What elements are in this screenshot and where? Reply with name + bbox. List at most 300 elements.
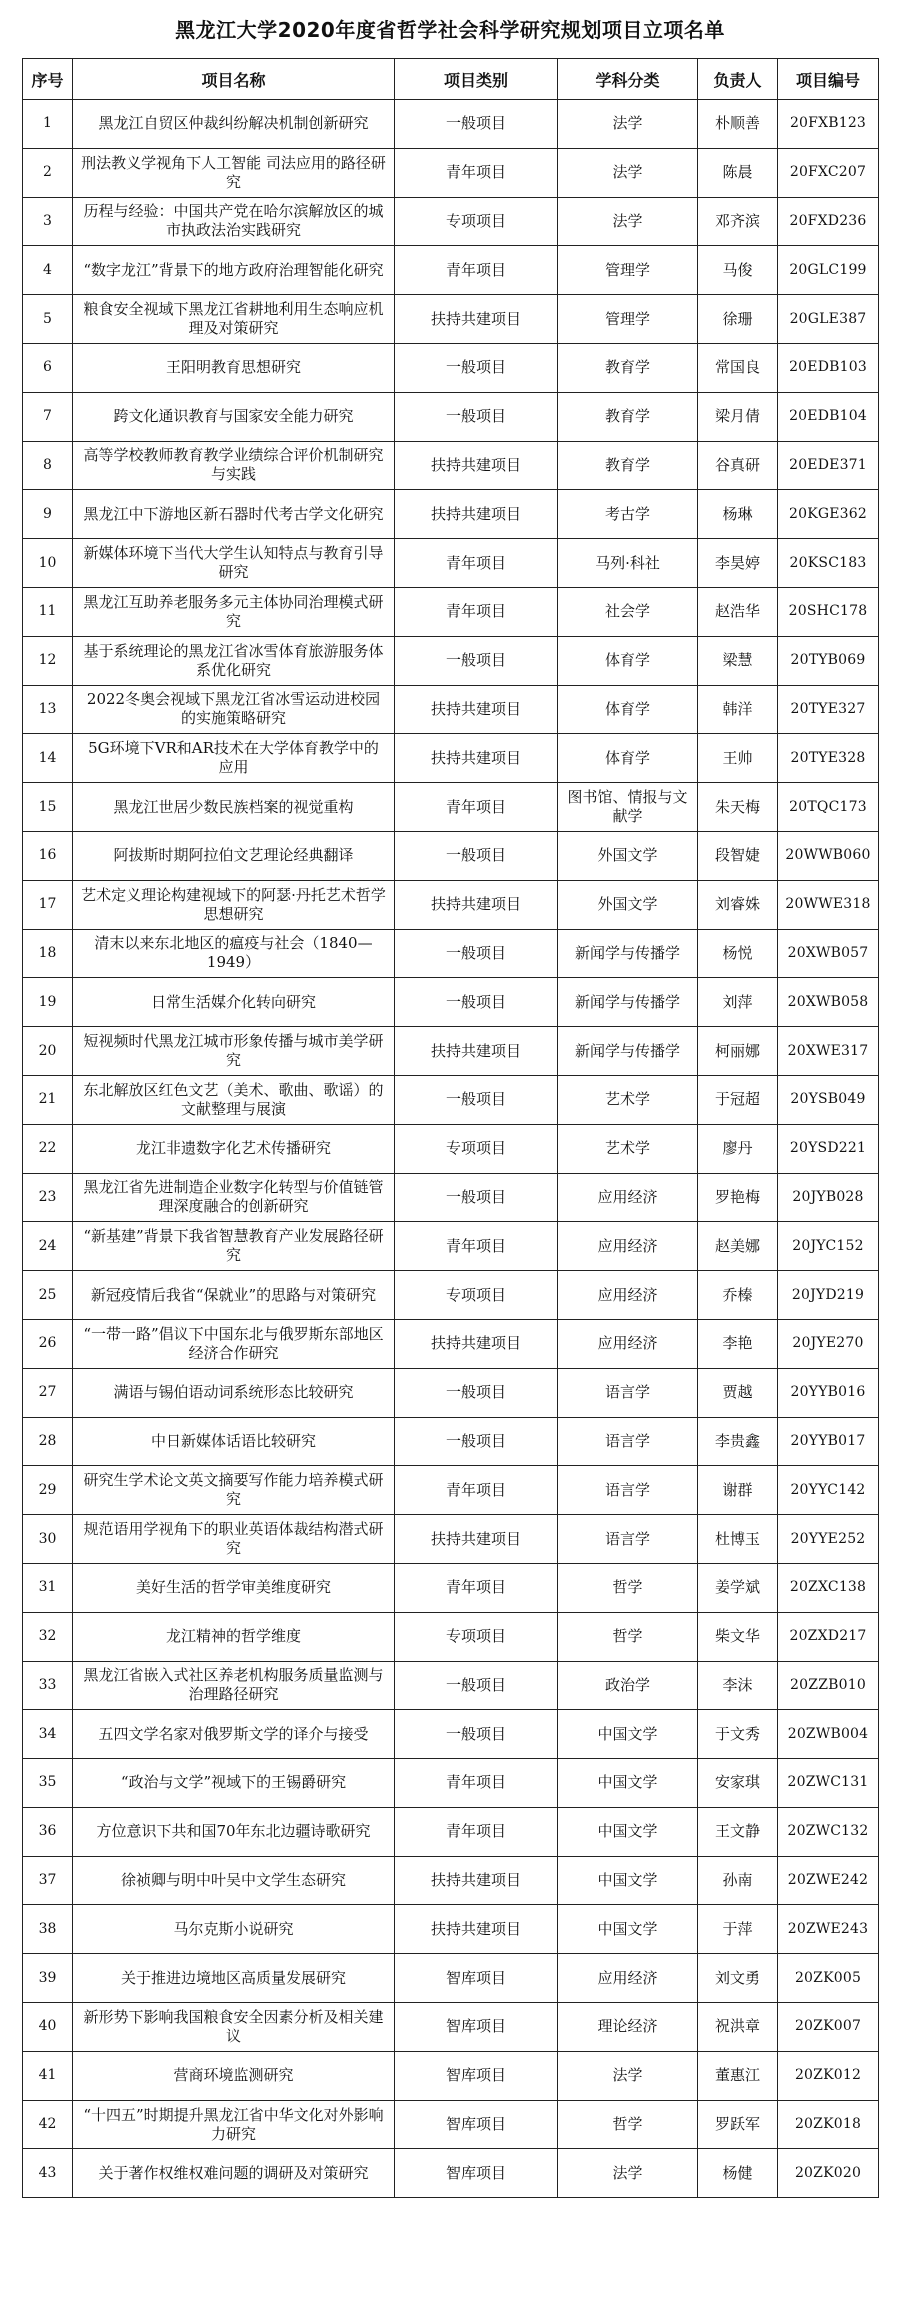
project-name: 历程与经验：中国共产党在哈尔滨解放区的城市执政法治实践研究	[73, 197, 395, 246]
table-row	[23, 1905, 879, 1954]
project-code: 20XWB058	[778, 978, 879, 1027]
table-row	[23, 100, 879, 149]
project-category: 扶持共建项目	[395, 1856, 558, 1905]
discipline: 体育学	[558, 636, 698, 685]
discipline: 教育学	[558, 392, 698, 441]
project-category: 扶持共建项目	[395, 295, 558, 344]
row-index: 6	[23, 343, 73, 392]
table-row	[23, 1563, 879, 1612]
discipline: 教育学	[558, 343, 698, 392]
project-category: 青年项目	[395, 539, 558, 588]
project-code: 20ZK012	[778, 2051, 879, 2100]
project-name: 阿拔斯时期阿拉伯文艺理论经典翻译	[73, 831, 395, 880]
project-name: 五四文学名家对俄罗斯文学的译介与接受	[73, 1710, 395, 1759]
table-row	[23, 1417, 879, 1466]
project-category: 一般项目	[395, 1368, 558, 1417]
project-category: 扶持共建项目	[395, 1905, 558, 1954]
project-name: 基于系统理论的黑龙江省冰雪体育旅游服务体系优化研究	[73, 636, 395, 685]
row-index: 5	[23, 295, 73, 344]
row-index: 16	[23, 831, 73, 880]
row-index: 29	[23, 1466, 73, 1515]
project-category: 智库项目	[395, 2051, 558, 2100]
project-name: 王阳明教育思想研究	[73, 343, 395, 392]
discipline: 外国文学	[558, 880, 698, 929]
project-category: 专项项目	[395, 1271, 558, 1320]
project-code: 20XWB057	[778, 929, 879, 978]
leader: 姜学斌	[698, 1563, 778, 1612]
table-row	[23, 148, 879, 197]
discipline: 马列·科社	[558, 539, 698, 588]
leader: 李贵鑫	[698, 1417, 778, 1466]
project-name: “十四五”时期提升黑龙江省中华文化对外影响力研究	[73, 2100, 395, 2149]
row-index: 18	[23, 929, 73, 978]
table-row	[23, 685, 879, 734]
discipline: 管理学	[558, 295, 698, 344]
table-row	[23, 2100, 879, 2149]
table-row	[23, 1612, 879, 1661]
row-index: 19	[23, 978, 73, 1027]
table-row	[23, 636, 879, 685]
project-code: 20KSC183	[778, 539, 879, 588]
table-row	[23, 343, 879, 392]
table-body	[23, 100, 879, 2198]
table-row	[23, 783, 879, 832]
project-code: 20TYB069	[778, 636, 879, 685]
project-category: 一般项目	[395, 978, 558, 1027]
table-row	[23, 2003, 879, 2052]
table-row	[23, 295, 879, 344]
project-category: 专项项目	[395, 197, 558, 246]
leader: 于萍	[698, 1905, 778, 1954]
row-index: 12	[23, 636, 73, 685]
project-code: 20WWB060	[778, 831, 879, 880]
project-category: 专项项目	[395, 1612, 558, 1661]
row-index: 33	[23, 1661, 73, 1710]
table-row	[23, 978, 879, 1027]
table-row	[23, 197, 879, 246]
discipline: 新闻学与传播学	[558, 1027, 698, 1076]
project-code: 20FXD236	[778, 197, 879, 246]
discipline: 中国文学	[558, 1807, 698, 1856]
project-category: 青年项目	[395, 1563, 558, 1612]
leader: 陈晨	[698, 148, 778, 197]
project-code: 20EDE371	[778, 441, 879, 490]
table-row	[23, 1661, 879, 1710]
row-index: 26	[23, 1319, 73, 1368]
project-category: 青年项目	[395, 587, 558, 636]
row-index: 27	[23, 1368, 73, 1417]
row-index: 9	[23, 490, 73, 539]
table-row	[23, 1466, 879, 1515]
discipline: 法学	[558, 197, 698, 246]
row-index: 2	[23, 148, 73, 197]
leader: 刘睿姝	[698, 880, 778, 929]
project-code: 20ZK020	[778, 2149, 879, 2198]
project-category: 一般项目	[395, 636, 558, 685]
row-index: 20	[23, 1027, 73, 1076]
project-category: 智库项目	[395, 2003, 558, 2052]
table-row	[23, 1027, 879, 1076]
row-index: 40	[23, 2003, 73, 2052]
header-project-code: 项目编号	[778, 59, 879, 100]
discipline: 应用经济	[558, 1319, 698, 1368]
discipline: 体育学	[558, 734, 698, 783]
discipline: 社会学	[558, 587, 698, 636]
row-index: 24	[23, 1222, 73, 1271]
discipline: 法学	[558, 2149, 698, 2198]
table-row	[23, 441, 879, 490]
leader: 安家琪	[698, 1759, 778, 1808]
project-name: “新基建”背景下我省智慧教育产业发展路径研究	[73, 1222, 395, 1271]
project-category: 青年项目	[395, 1759, 558, 1808]
row-index: 37	[23, 1856, 73, 1905]
leader: 王文静	[698, 1807, 778, 1856]
project-code: 20JYE270	[778, 1319, 879, 1368]
project-name: 龙江精神的哲学维度	[73, 1612, 395, 1661]
project-name: 黑龙江自贸区仲裁纠纷解决机制创新研究	[73, 100, 395, 149]
discipline: 语言学	[558, 1417, 698, 1466]
row-index: 32	[23, 1612, 73, 1661]
leader: 马俊	[698, 246, 778, 295]
project-code: 20TYE327	[778, 685, 879, 734]
discipline: 法学	[558, 100, 698, 149]
table-row	[23, 392, 879, 441]
discipline: 语言学	[558, 1515, 698, 1564]
header-project-category: 项目类别	[395, 59, 558, 100]
discipline: 哲学	[558, 1563, 698, 1612]
leader: 贾越	[698, 1368, 778, 1417]
leader: 李艳	[698, 1319, 778, 1368]
project-category: 扶持共建项目	[395, 1319, 558, 1368]
discipline: 体育学	[558, 685, 698, 734]
project-name: 日常生活媒介化转向研究	[73, 978, 395, 1027]
leader: 常国良	[698, 343, 778, 392]
leader: 于冠超	[698, 1075, 778, 1124]
project-name: “政治与文学”视域下的王锡爵研究	[73, 1759, 395, 1808]
project-code: 20ZXD217	[778, 1612, 879, 1661]
project-name: 黑龙江中下游地区新石器时代考古学文化研究	[73, 490, 395, 539]
table-row	[23, 1954, 879, 2003]
project-name: 研究生学术论文英文摘要写作能力培养模式研究	[73, 1466, 395, 1515]
table-row	[23, 1222, 879, 1271]
row-index: 30	[23, 1515, 73, 1564]
table-row	[23, 1319, 879, 1368]
leader: 杨琳	[698, 490, 778, 539]
project-category: 专项项目	[395, 1124, 558, 1173]
header-project-name: 项目名称	[73, 59, 395, 100]
project-name: 方位意识下共和国70年东北边疆诗歌研究	[73, 1807, 395, 1856]
row-index: 10	[23, 539, 73, 588]
project-name: 黑龙江省嵌入式社区养老机构服务质量监测与治理路径研究	[73, 1661, 395, 1710]
project-name: “一带一路”倡议下中国东北与俄罗斯东部地区经济合作研究	[73, 1319, 395, 1368]
leader: 杨健	[698, 2149, 778, 2198]
project-code: 20XWE317	[778, 1027, 879, 1076]
project-name: 满语与锡伯语动词系统形态比较研究	[73, 1368, 395, 1417]
row-index: 38	[23, 1905, 73, 1954]
project-name: 粮食安全视域下黑龙江省耕地利用生态响应机理及对策研究	[73, 295, 395, 344]
project-code: 20TQC173	[778, 783, 879, 832]
table-row	[23, 2149, 879, 2198]
leader: 杨悦	[698, 929, 778, 978]
project-category: 扶持共建项目	[395, 490, 558, 539]
project-category: 一般项目	[395, 1173, 558, 1222]
project-category: 一般项目	[395, 1710, 558, 1759]
leader: 杜博玉	[698, 1515, 778, 1564]
leader: 朱天梅	[698, 783, 778, 832]
table-row	[23, 880, 879, 929]
project-category: 一般项目	[395, 343, 558, 392]
leader: 王帅	[698, 734, 778, 783]
discipline: 管理学	[558, 246, 698, 295]
project-code: 20ZK005	[778, 1954, 879, 2003]
table-row	[23, 734, 879, 783]
project-name: 关于推进边境地区高质量发展研究	[73, 1954, 395, 2003]
project-name: 营商环境监测研究	[73, 2051, 395, 2100]
row-index: 13	[23, 685, 73, 734]
table-row	[23, 1759, 879, 1808]
project-code: 20YYC142	[778, 1466, 879, 1515]
project-code: 20YYB017	[778, 1417, 879, 1466]
row-index: 42	[23, 2100, 73, 2149]
project-category: 扶持共建项目	[395, 1027, 558, 1076]
table-row	[23, 1124, 879, 1173]
project-code: 20YSD221	[778, 1124, 879, 1173]
project-code: 20JYC152	[778, 1222, 879, 1271]
project-name: 高等学校教师教育教学业绩综合评价机制研究与实践	[73, 441, 395, 490]
row-index: 23	[23, 1173, 73, 1222]
project-name: 徐祯卿与明中叶吴中文学生态研究	[73, 1856, 395, 1905]
project-name: 黑龙江省先进制造企业数字化转型与价值链管理深度融合的创新研究	[73, 1173, 395, 1222]
project-category: 扶持共建项目	[395, 441, 558, 490]
row-index: 31	[23, 1563, 73, 1612]
discipline: 考古学	[558, 490, 698, 539]
project-name: 黑龙江世居少数民族档案的视觉重构	[73, 783, 395, 832]
project-name: 马尔克斯小说研究	[73, 1905, 395, 1954]
discipline: 艺术学	[558, 1124, 698, 1173]
project-name: 短视频时代黑龙江城市形象传播与城市美学研究	[73, 1027, 395, 1076]
row-index: 25	[23, 1271, 73, 1320]
project-code: 20ZWB004	[778, 1710, 879, 1759]
project-category: 一般项目	[395, 1075, 558, 1124]
row-index: 4	[23, 246, 73, 295]
project-name: 规范语用学视角下的职业英语体裁结构潜式研究	[73, 1515, 395, 1564]
project-category: 智库项目	[395, 1954, 558, 2003]
discipline: 中国文学	[558, 1856, 698, 1905]
row-index: 41	[23, 2051, 73, 2100]
project-name: 2022冬奥会视域下黑龙江省冰雪运动进校园的实施策略研究	[73, 685, 395, 734]
row-index: 14	[23, 734, 73, 783]
project-name: 美好生活的哲学审美维度研究	[73, 1563, 395, 1612]
row-index: 11	[23, 587, 73, 636]
leader: 赵浩华	[698, 587, 778, 636]
header-discipline: 学科分类	[558, 59, 698, 100]
leader: 祝洪章	[698, 2003, 778, 2052]
table-row	[23, 831, 879, 880]
header-index: 序号	[23, 59, 73, 100]
row-index: 1	[23, 100, 73, 149]
discipline: 应用经济	[558, 1173, 698, 1222]
discipline: 中国文学	[558, 1905, 698, 1954]
project-code: 20ZXC138	[778, 1563, 879, 1612]
page-title: 黑龙江大学2020年度省哲学社会科学研究规划项目立项名单	[175, 18, 725, 42]
table-row	[23, 1710, 879, 1759]
project-name: 新媒体环境下当代大学生认知特点与教育引导研究	[73, 539, 395, 588]
project-category: 青年项目	[395, 1807, 558, 1856]
project-code: 20WWE318	[778, 880, 879, 929]
leader: 柴文华	[698, 1612, 778, 1661]
discipline: 法学	[558, 148, 698, 197]
leader: 段智婕	[698, 831, 778, 880]
project-name: 5G环境下VR和AR技术在大学体育教学中的应用	[73, 734, 395, 783]
row-index: 35	[23, 1759, 73, 1808]
leader: 刘文勇	[698, 1954, 778, 2003]
project-category: 一般项目	[395, 831, 558, 880]
project-category: 扶持共建项目	[395, 685, 558, 734]
table-header-row	[23, 59, 879, 100]
project-list-table	[22, 58, 879, 2198]
row-index: 3	[23, 197, 73, 246]
project-code: 20YYB016	[778, 1368, 879, 1417]
project-code: 20ZWE243	[778, 1905, 879, 1954]
project-code: 20TYE328	[778, 734, 879, 783]
project-category: 智库项目	[395, 2100, 558, 2149]
project-name: 跨文化通识教育与国家安全能力研究	[73, 392, 395, 441]
discipline: 外国文学	[558, 831, 698, 880]
project-code: 20GLE387	[778, 295, 879, 344]
leader: 李昊婷	[698, 539, 778, 588]
row-index: 34	[23, 1710, 73, 1759]
leader: 邓齐滨	[698, 197, 778, 246]
table-row	[23, 1856, 879, 1905]
leader: 朴顺善	[698, 100, 778, 149]
discipline: 语言学	[558, 1368, 698, 1417]
row-index: 7	[23, 392, 73, 441]
project-code: 20YSB049	[778, 1075, 879, 1124]
discipline: 哲学	[558, 2100, 698, 2149]
discipline: 中国文学	[558, 1710, 698, 1759]
discipline: 政治学	[558, 1661, 698, 1710]
discipline: 艺术学	[558, 1075, 698, 1124]
project-code: 20ZWC132	[778, 1807, 879, 1856]
project-code: 20FXB123	[778, 100, 879, 149]
row-index: 15	[23, 783, 73, 832]
project-code: 20EDB104	[778, 392, 879, 441]
discipline: 法学	[558, 2051, 698, 2100]
project-name: “数字龙江”背景下的地方政府治理智能化研究	[73, 246, 395, 295]
project-name: 艺术定义理论构建视域下的阿瑟·丹托艺术哲学思想研究	[73, 880, 395, 929]
project-name: 清末以来东北地区的瘟疫与社会（1840—1949）	[73, 929, 395, 978]
row-index: 8	[23, 441, 73, 490]
leader: 谷真研	[698, 441, 778, 490]
discipline: 应用经济	[558, 1954, 698, 2003]
project-name: 新形势下影响我国粮食安全因素分析及相关建议	[73, 2003, 395, 2052]
leader: 李沫	[698, 1661, 778, 1710]
discipline: 哲学	[558, 1612, 698, 1661]
leader: 廖丹	[698, 1124, 778, 1173]
project-name: 东北解放区红色文艺（美术、歌曲、歌谣）的文献整理与展演	[73, 1075, 395, 1124]
project-category: 青年项目	[395, 1466, 558, 1515]
table-row	[23, 539, 879, 588]
table-row	[23, 1173, 879, 1222]
project-code: 20JYB028	[778, 1173, 879, 1222]
row-index: 28	[23, 1417, 73, 1466]
discipline: 新闻学与传播学	[558, 929, 698, 978]
project-category: 青年项目	[395, 148, 558, 197]
row-index: 36	[23, 1807, 73, 1856]
project-name: 黑龙江互助养老服务多元主体协同治理模式研究	[73, 587, 395, 636]
leader: 罗艳梅	[698, 1173, 778, 1222]
project-category: 智库项目	[395, 2149, 558, 2198]
project-category: 青年项目	[395, 246, 558, 295]
project-category: 一般项目	[395, 392, 558, 441]
project-code: 20ZK007	[778, 2003, 879, 2052]
row-index: 43	[23, 2149, 73, 2198]
table-row	[23, 1368, 879, 1417]
project-category: 扶持共建项目	[395, 880, 558, 929]
project-code: 20EDB103	[778, 343, 879, 392]
project-category: 青年项目	[395, 783, 558, 832]
project-code: 20JYD219	[778, 1271, 879, 1320]
header-leader: 负责人	[698, 59, 778, 100]
leader: 董惠江	[698, 2051, 778, 2100]
project-category: 一般项目	[395, 1661, 558, 1710]
leader: 乔榛	[698, 1271, 778, 1320]
discipline: 新闻学与传播学	[558, 978, 698, 1027]
leader: 罗跃军	[698, 2100, 778, 2149]
table-row	[23, 1271, 879, 1320]
table-row	[23, 929, 879, 978]
leader: 赵美娜	[698, 1222, 778, 1271]
project-code: 20GLC199	[778, 246, 879, 295]
leader: 于文秀	[698, 1710, 778, 1759]
discipline: 应用经济	[558, 1222, 698, 1271]
project-name: 中日新媒体话语比较研究	[73, 1417, 395, 1466]
project-code: 20ZZB010	[778, 1661, 879, 1710]
leader: 梁月倩	[698, 392, 778, 441]
project-code: 20ZK018	[778, 2100, 879, 2149]
project-code: 20YYE252	[778, 1515, 879, 1564]
leader: 孙南	[698, 1856, 778, 1905]
table-row	[23, 2051, 879, 2100]
project-code: 20FXC207	[778, 148, 879, 197]
discipline: 中国文学	[558, 1759, 698, 1808]
discipline: 应用经济	[558, 1271, 698, 1320]
project-category: 青年项目	[395, 1222, 558, 1271]
project-code: 20ZWE242	[778, 1856, 879, 1905]
project-category: 扶持共建项目	[395, 1515, 558, 1564]
discipline: 语言学	[558, 1466, 698, 1515]
discipline: 教育学	[558, 441, 698, 490]
leader: 刘萍	[698, 978, 778, 1027]
project-category: 扶持共建项目	[395, 734, 558, 783]
project-code: 20KGE362	[778, 490, 879, 539]
discipline: 理论经济	[558, 2003, 698, 2052]
project-category: 一般项目	[395, 929, 558, 978]
row-index: 39	[23, 1954, 73, 2003]
discipline: 图书馆、情报与文献学	[558, 783, 698, 832]
leader: 徐珊	[698, 295, 778, 344]
project-name: 刑法教义学视角下人工智能 司法应用的路径研究	[73, 148, 395, 197]
table-row	[23, 490, 879, 539]
leader: 梁慧	[698, 636, 778, 685]
project-name: 关于著作权维权难问题的调研及对策研究	[73, 2149, 395, 2198]
project-name: 新冠疫情后我省“保就业”的思路与对策研究	[73, 1271, 395, 1320]
project-code: 20SHC178	[778, 587, 879, 636]
table-row	[23, 1807, 879, 1856]
row-index: 21	[23, 1075, 73, 1124]
project-category: 一般项目	[395, 100, 558, 149]
table-row	[23, 1515, 879, 1564]
